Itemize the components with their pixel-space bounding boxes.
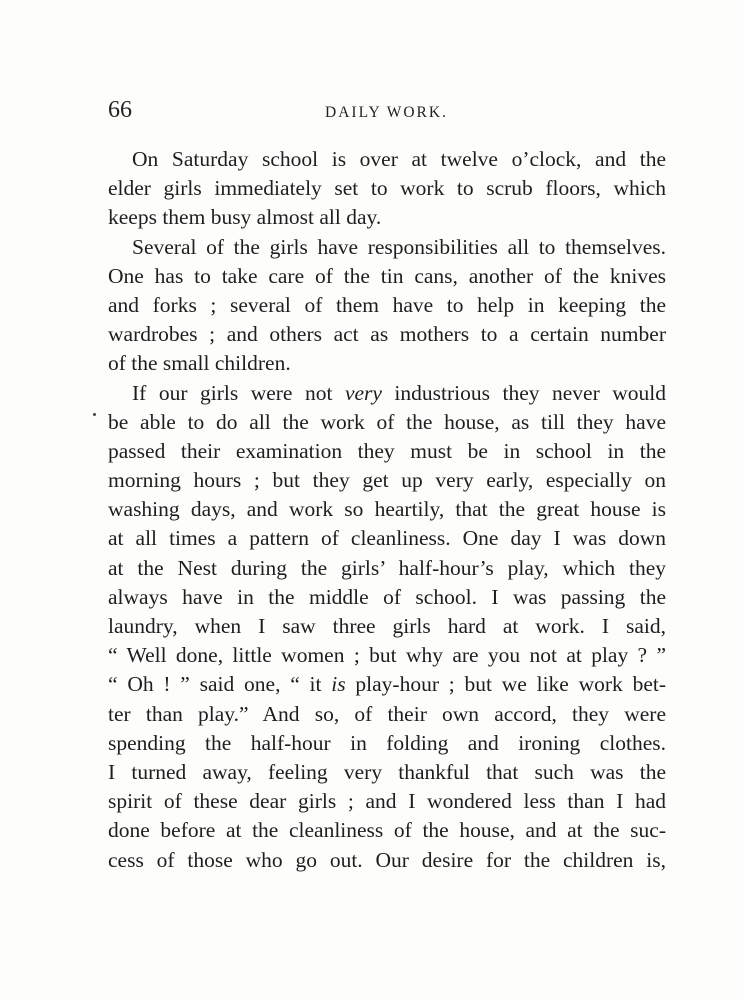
- text-line: [108, 554, 666, 583]
- text-line-content: keeps them busy almost all day.: [108, 205, 382, 230]
- text-line-content: wardrobes ; and others act as mothers to a certain number: [108, 322, 666, 347]
- text-line-content: done before at the cleanliness of the house, and at the suc-: [108, 818, 666, 843]
- text-line: [108, 408, 666, 437]
- text-line: [108, 700, 666, 729]
- text-line-content: ter than play.” And so, of their own accord, they were: [108, 701, 666, 726]
- text-line-content: I turned away, feeling very thankful that such was the: [108, 759, 666, 784]
- text-line-content: elder girls immediately set to work to scrub floors, which: [108, 176, 666, 201]
- text-line-content: cess of those who go out. Our desire for the children is,: [108, 847, 666, 872]
- text-line-content: morning hours ; but they get up very early, especially on: [108, 468, 666, 493]
- text-line: [108, 670, 666, 699]
- text-line: [108, 524, 666, 553]
- text-line-content: of the small children.: [108, 351, 291, 376]
- text-line-content: On Saturday school is over at twelve o’clock, and the: [132, 147, 666, 171]
- text-line: [108, 262, 666, 291]
- text-line: [108, 349, 666, 378]
- text-line-content: spending the half-hour in folding and ironing clothes.: [108, 730, 666, 755]
- body-text: [108, 145, 666, 875]
- text-line: [108, 729, 666, 758]
- text-line-content: “ Well done, little women ; but why are you not at play ? ”: [108, 643, 666, 668]
- text-line: [108, 203, 666, 232]
- text-line: [108, 816, 666, 845]
- page-number: 66: [108, 97, 132, 123]
- text-line: [108, 758, 666, 787]
- text-line: [108, 437, 666, 466]
- text-line: [108, 641, 666, 670]
- running-head: DAILY WORK.: [325, 104, 448, 121]
- text-line: [108, 583, 666, 612]
- text-line-content: always have in the middle of school. I was passing the: [108, 584, 666, 609]
- text-line: [108, 846, 666, 875]
- text-line-content: passed their examination they must be in school in the: [108, 438, 666, 463]
- text-line-content: at the Nest during the girls’ half-hour’s play, which they: [108, 555, 666, 580]
- text-line: [108, 233, 666, 262]
- text-line: [108, 787, 666, 816]
- text-line-content: and forks ; several of them have to help in keeping the: [108, 292, 666, 317]
- text-line-continuation: industrious they never would: [381, 380, 666, 405]
- text-line-continuation: play-hour ; but we like work bet-: [345, 672, 666, 697]
- italic-emphasis: is: [331, 672, 346, 697]
- text-line: [108, 145, 666, 174]
- text-line-content: washing days, and work so heartily, that the great house is: [108, 497, 666, 522]
- text-line: [108, 612, 666, 641]
- text-line: [108, 466, 666, 495]
- text-line: [108, 174, 666, 203]
- text-line: [108, 291, 666, 320]
- text-line: [108, 495, 666, 524]
- text-line: [108, 379, 666, 408]
- text-line-content: One has to take care of the tin cans, another of the knives: [108, 263, 666, 288]
- text-line-content: at all times a pattern of cleanliness. One day I was down: [108, 526, 666, 551]
- text-line-content: laundry, when I saw three girls hard at work. I said,: [108, 614, 666, 638]
- italic-emphasis: very: [344, 380, 382, 405]
- text-line: [108, 320, 666, 349]
- text-line-content: spirit of these dear girls ; and I wondered less than I had: [108, 789, 666, 814]
- text-line-content: “ Oh ! ” said one, “ it: [108, 672, 332, 697]
- text-line-content: be able to do all the work of the house, as till they have: [108, 409, 666, 434]
- text-line-content: Several of the girls have responsibilities all to themselves.: [132, 234, 666, 259]
- text-line-content: If our girls were not: [132, 380, 345, 405]
- margin-mark: [93, 413, 96, 416]
